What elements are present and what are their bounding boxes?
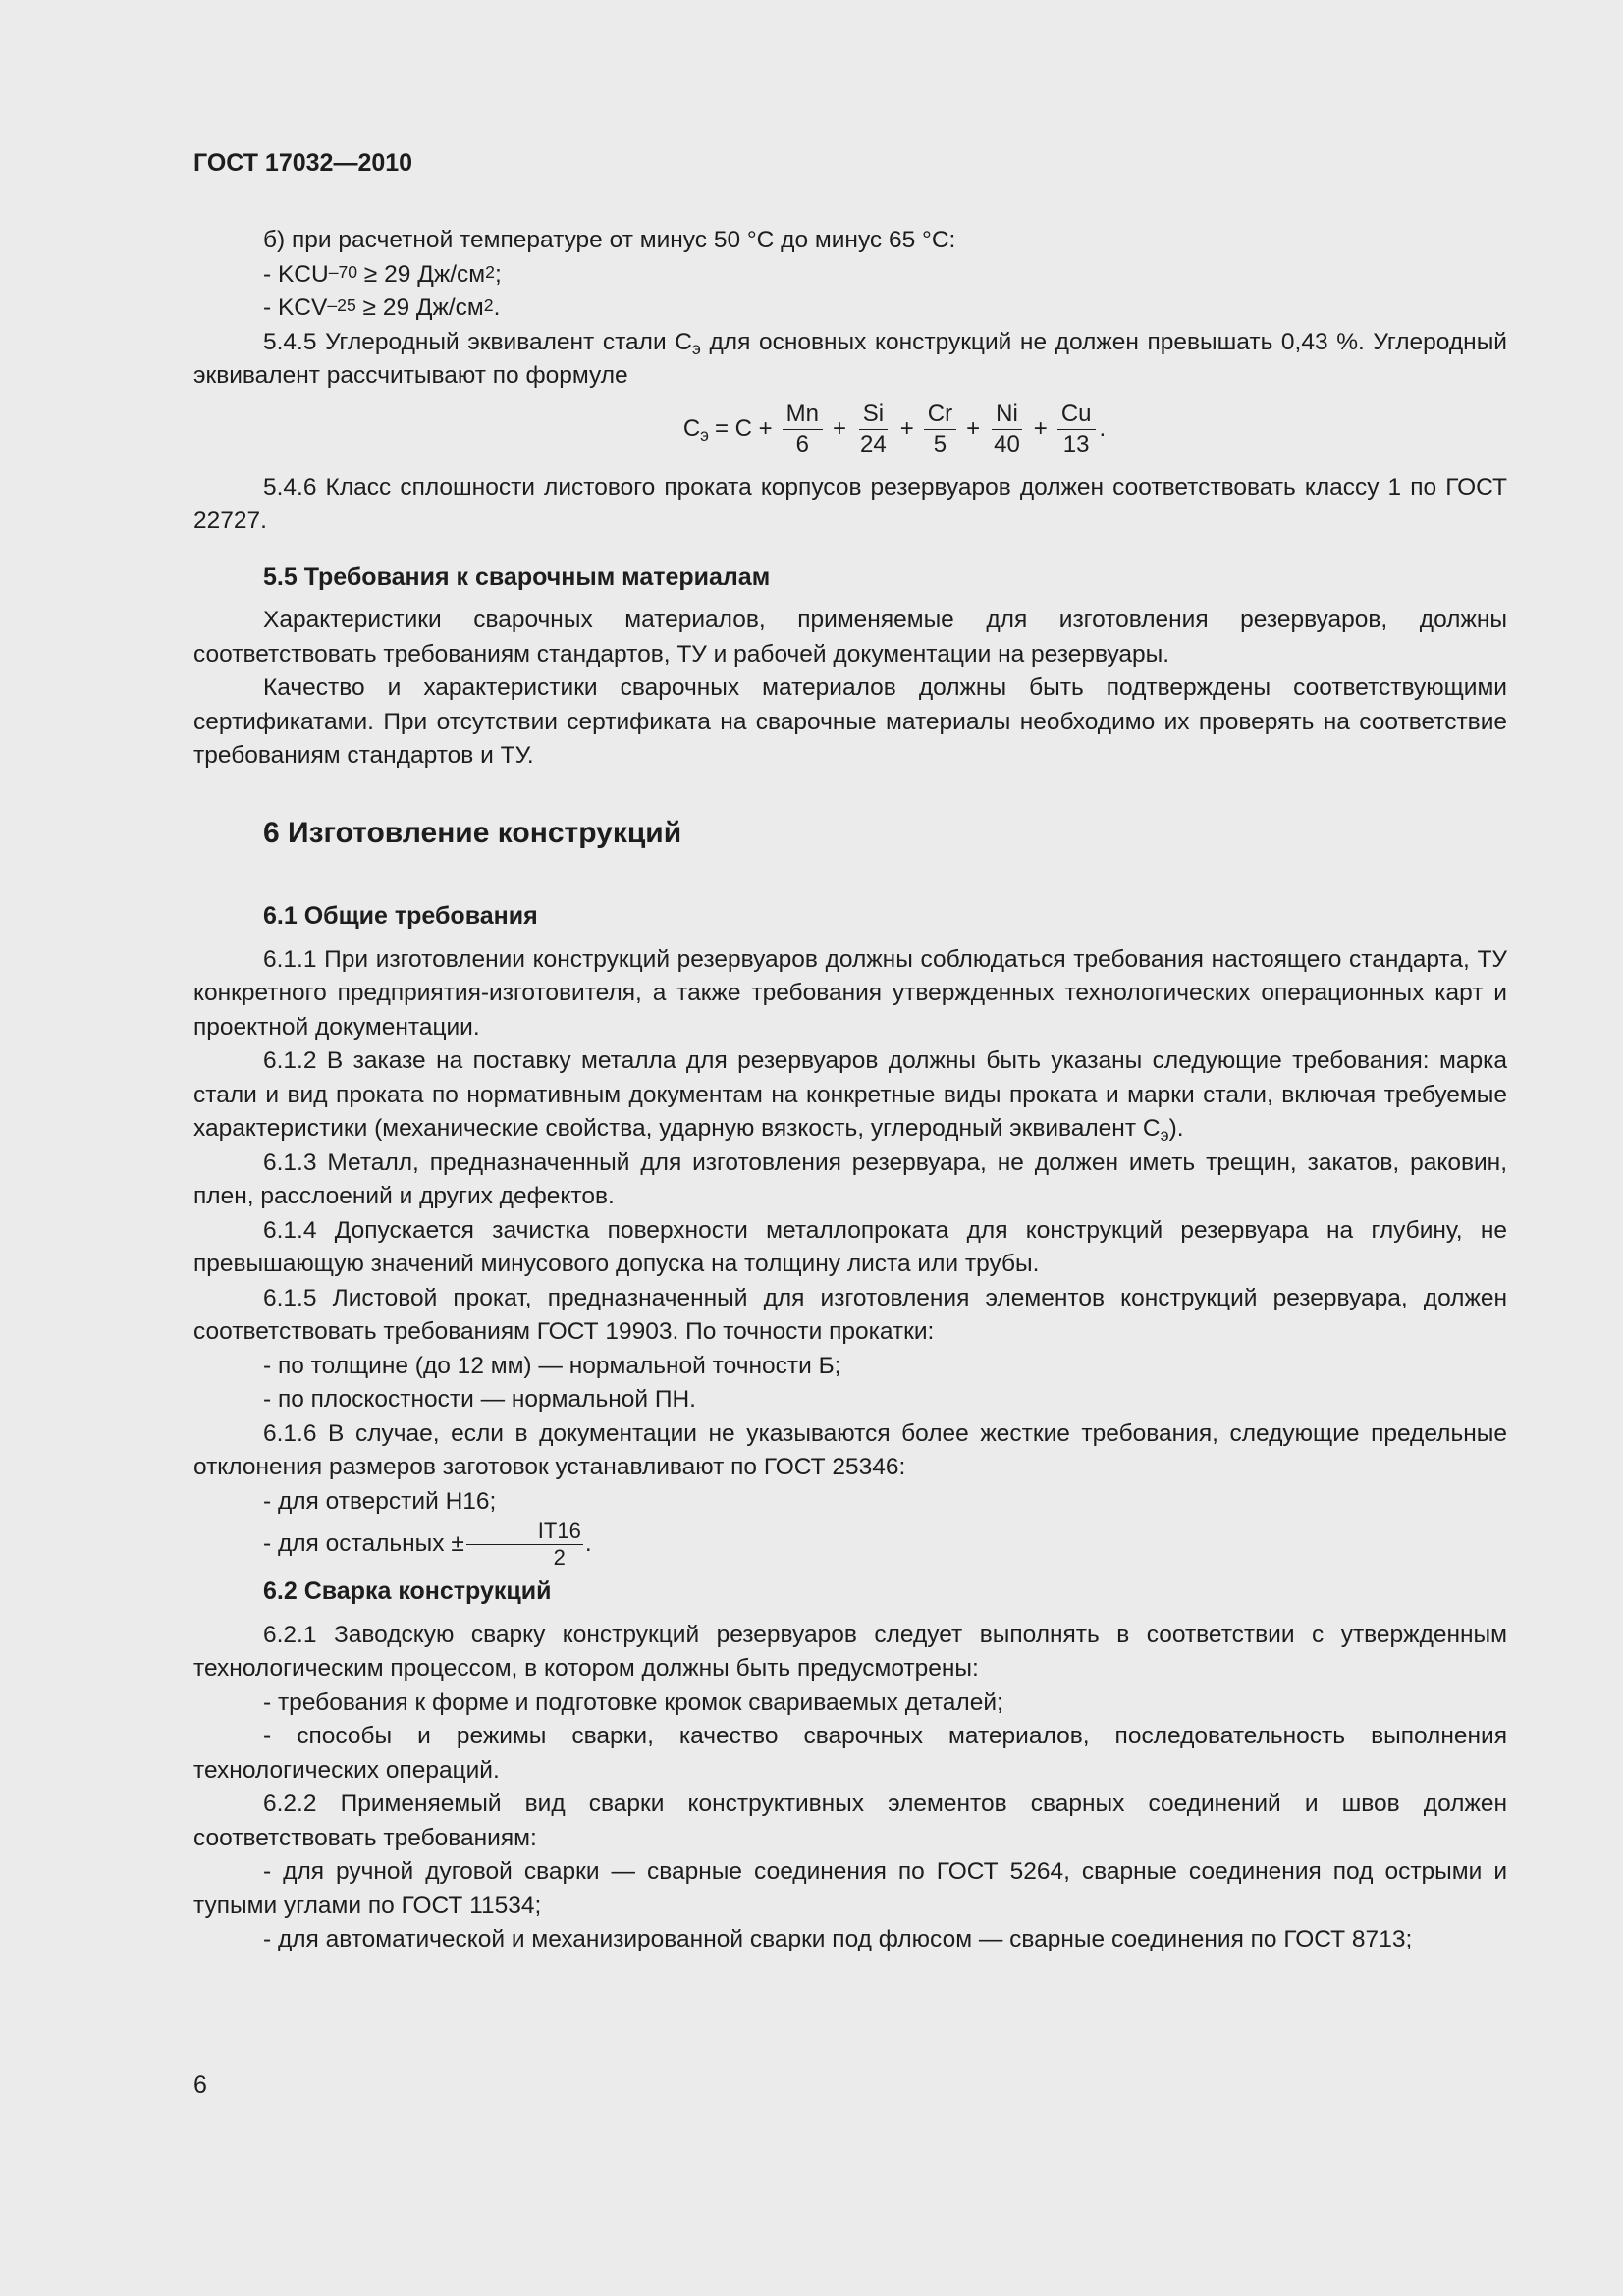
formula-plus: + [833,414,847,442]
formula-lhs: $С_э$ [682,414,709,445]
list-item: - способы и режимы сварки, качество сварочных материалов, последовательность выполнения технологических операций. [193,1723,1507,1784]
carbon-equivalent-formula [193,400,1507,459]
paragraph-6-1-6: 6.1.6 В случае, если в документации не указываются более жесткие требования, следующие предельные отклонения размеров заготовок устанавливают по ГОСТ 25346: [193,1419,1507,1480]
list-item: - для ручной дуговой сварки — сварные соединения по ГОСТ 5264, сварные соединения под острыми и тупыми углами по ГОСТ 11534; [193,1858,1507,1919]
page-content [193,224,1507,1957]
formula-plus: + [966,414,981,442]
paragraph-5-5-2: Качество и характеристики сварочных материалов должны быть подтверждены соответствующими сертификатами. При отсутствии сертификата на сварочные материалы необходимо их проверять на соответствие требованиям стандартов и ТУ. [193,674,1507,769]
formula-term-cu: $\frac{Cu}{13}$ [1057,400,1096,459]
paragraph-6-1-1: 6.1.1 При изготовлении конструкций резервуаров должны соблюдаться требования настоящего стандарта, ТУ конкретного предприятия-изготовителя, а также требования утвержденных технологических операционных карт и проектной документации. [193,945,1507,1041]
list-item: - по толщине (до 12 мм) — нормальной точности Б; [263,1352,841,1379]
kcv-line: - $KCV^{-25} \ge 29$ $Дж/см^2$. [263,294,501,321]
paragraph-6-2-2: 6.2.2 Применяемый вид сварки конструктивных элементов сварных соединений и швов должен соответствовать требованиям: [193,1790,1507,1851]
section-6-1-title: 6.1 Общие требования [263,902,538,930]
paragraph-5-4-6: 5.4.6 Класс сплошности листового проката корпусов резервуаров должен соответствовать классу 1 по ГОСТ 22727. [193,473,1507,534]
list-item: - по плоскостности — нормальной ПН. [263,1386,696,1413]
formula-term-mn: $\frac{Mn}{6}$ [783,400,823,459]
list-item: - для отверстий H16; [263,1487,497,1515]
formula-term-cr: $\frac{Cr}{5}$ [924,400,956,459]
section-6-2-title: 6.2 Сварка конструкций [263,1577,552,1605]
paragraph-6-1-2: 6.1.2 В заказе на поставку металла для резервуаров должны быть указаны следующие требования: марка стали и вид проката по нормативным документам на конкретные виды проката и марки стали, включая требуемые характеристики (механические свойства, ударную вязкость, углеродный эквивалент $С_э$). [193,1047,1507,1146]
section-6-title: 6 Изготовление конструкций [263,816,682,849]
paragraph-5-4-5: 5.4.5 Углеродный эквивалент стали $С_э$ для основных конструкций не должен превышать 0,43 %. Углеродный эквивалент рассчитывают по формуле [193,328,1507,389]
list-item: - для автоматической и механизированной сварки под флюсом — сварные соединения по ГОСТ 8713; [263,1926,1413,1952]
formula-end: . [1099,414,1107,442]
list-item-tolerance: - для остальных ± $\frac{IT16}{2}$ . [263,1519,592,1570]
page-header-title: ГОСТ 17032—2010 [193,149,413,177]
formula-term-ni: $\frac{Ni}{40}$ [994,400,1020,457]
formula-plus: + [899,414,914,442]
tolerance-fraction: $\frac{IT16}{2}$ [466,1519,583,1571]
paragraph-5-5-1: Характеристики сварочных материалов, применяемые для изготовления резервуаров, должны соответствовать требованиям стандартов, ТУ и рабочей документации на резервуары. [193,607,1507,667]
paragraph-6-2-1: 6.2.1 Заводскую сварку конструкций резервуаров следует выполнять в соответствии с утвержденным технологическим процессом, в котором должны быть предусмотрены: [193,1621,1507,1682]
formula-eq: = С + [714,414,773,442]
paragraph-6-1-5: 6.1.5 Листовой прокат, предназначенный для изготовления элементов конструкций резервуара, должен соответствовать требованиям ГОСТ 19903. По точности прокатки: [193,1284,1507,1345]
kcu-line: - $KCU^{-70} \ge 29$ $Дж/см^2$; [263,260,502,288]
paragraph-b: б) при расчетной температуре от минус 50 °С до минус 65 °С: [263,227,956,253]
section-5-5-title: 5.5 Требования к сварочным материалам [263,562,771,591]
formula-plus: + [1033,414,1048,442]
formula-term-si: $\frac{Si}{24}$ [860,400,887,457]
paragraph-6-1-4: 6.1.4 Допускается зачистка поверхности металлопроката для конструкций резервуара на глубину, не превышающую значений минусового допуска на толщину листа или трубы. [193,1216,1507,1277]
paragraph-6-1-3: 6.1.3 Металл, предназначенный для изготовления резервуара, не должен иметь трещин, закатов, раковин, плен, расслоений и других дефектов. [193,1148,1507,1209]
list-item: - требования к форме и подготовке кромок свариваемых деталей; [263,1688,1003,1716]
page-number: 6 [193,2071,207,2099]
